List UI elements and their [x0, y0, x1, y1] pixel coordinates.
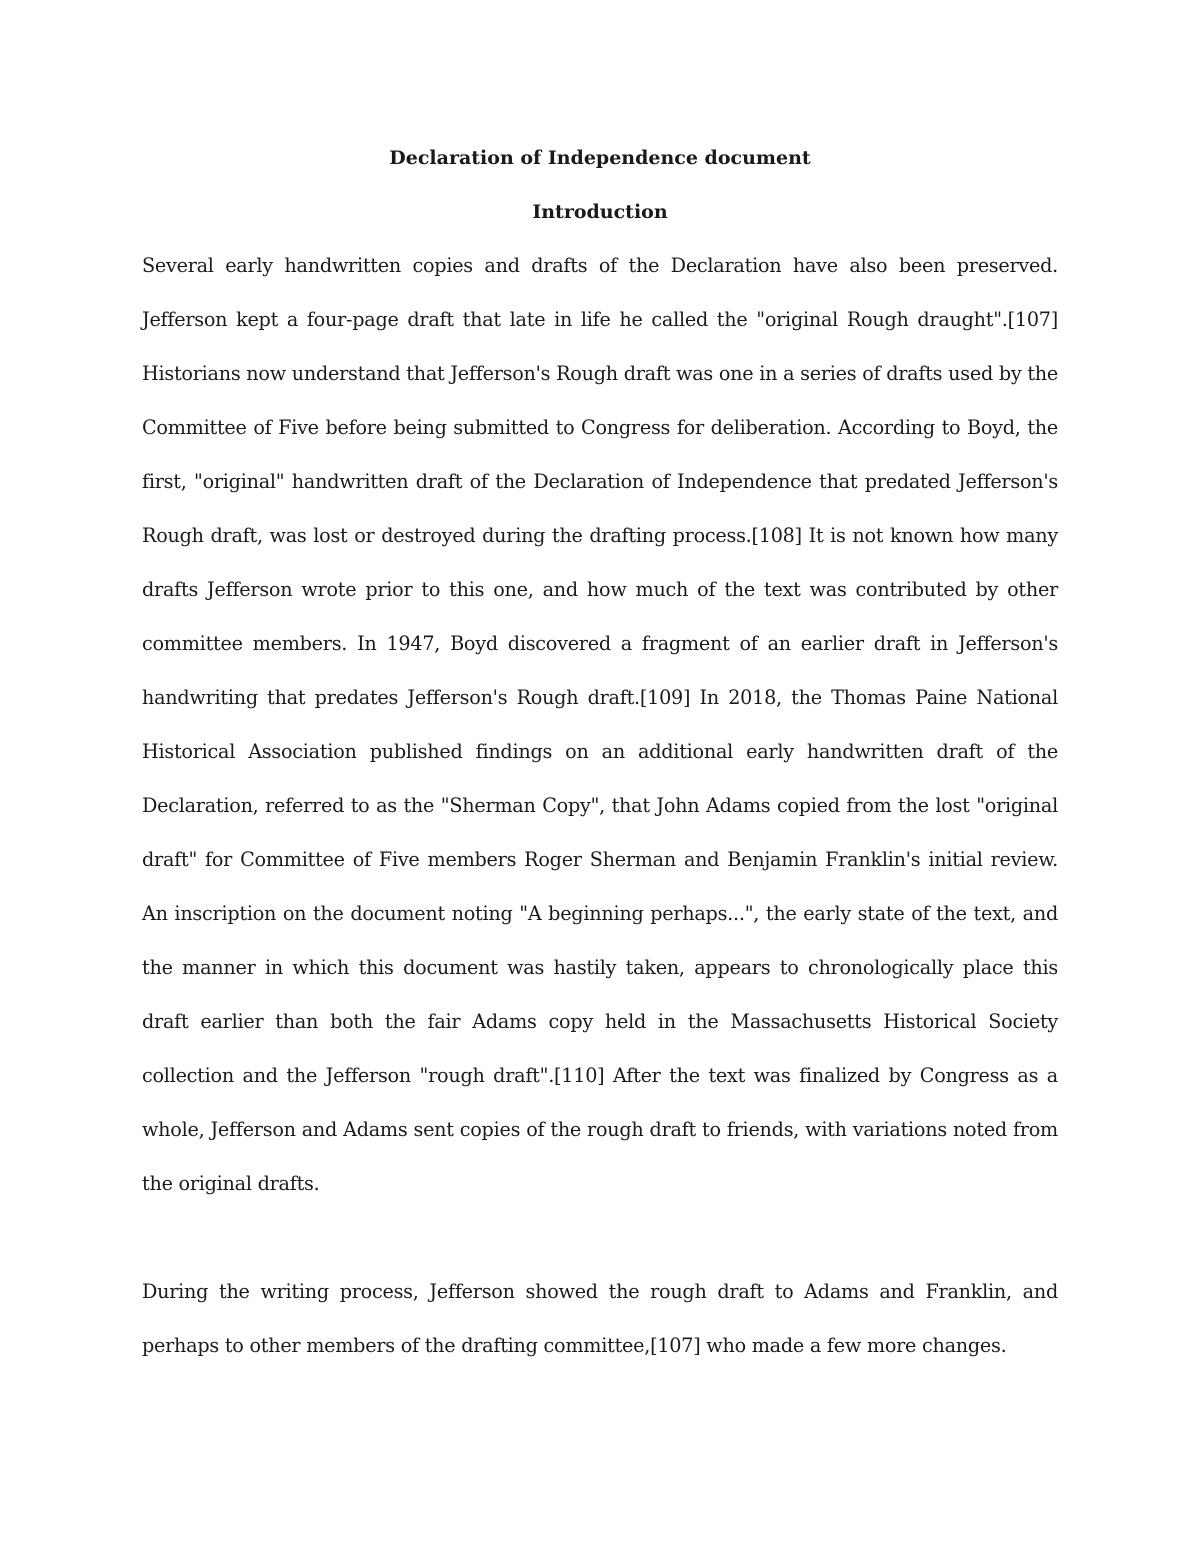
document-body: [142, 131, 1058, 1373]
body-paragraph: During the writing process, Jefferson showed the rough draft to Adams and Franklin, and perhaps to other members of the drafting committee,[107] who made a few more changes.: [142, 1280, 1058, 1357]
body-paragraph: Several early handwritten copies and drafts of the Declaration have also been preserved. Jefferson kept a four-page draft that late in life he called the "original Rough draught".[107] Historians now understand that Jefferson's Rough draft was one in a series of drafts used by the Committee of Five before being submitted to Congress for deliberation. According to Boyd, the first, "original" handwritten draft of the Declaration of Independence that predated Jefferson's Rough draft, was lost or destroyed during the drafting process.[108] It is not known how many drafts Jefferson wrote prior to this one, and how much of the text was contributed by other committee members. In 1947, Boyd discovered a fragment of an earlier draft in Jefferson's handwriting that predates Jefferson's Rough draft.[109] In 2018, the Thomas Paine National Historical Association published findings on an additional early handwritten draft of the Declaration, referred to as the "Sherman Copy", that John Adams copied from the lost "original draft" for Committee of Five members Roger Sherman and Benjamin Franklin's initial review. An inscription on the document noting "A beginning perhaps...", the early state of the text, and the manner in which this document was hastily taken, appears to chronologically place this draft earlier than both the fair Adams copy held in the Massachusetts Historical Society collection and the Jefferson "rough draft".[110] After the text was finalized by Congress as a whole, Jefferson and Adams sent copies of the rough draft to friends, with variations noted from the original drafts.: [142, 254, 1058, 1195]
paragraph-spacer: [142, 1211, 1058, 1265]
document-title: Declaration of Independence document: [389, 147, 811, 169]
section-heading: Introduction: [532, 201, 668, 223]
